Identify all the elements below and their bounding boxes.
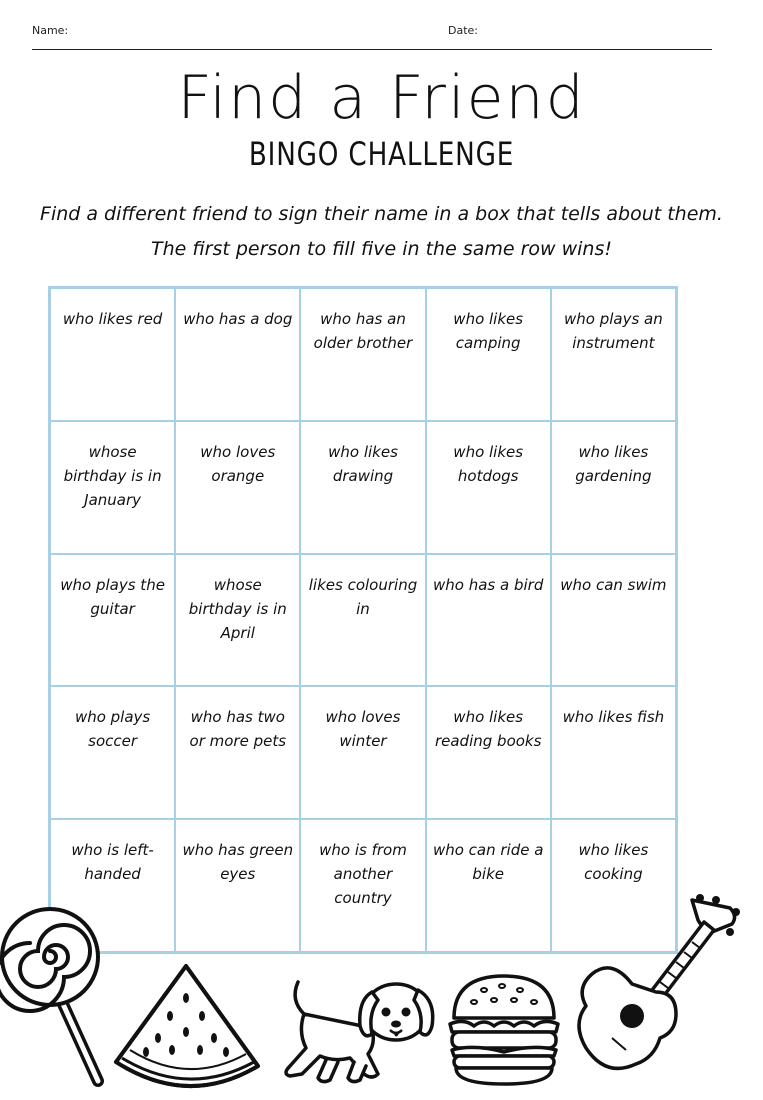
bingo-cell[interactable]: who is from another country	[300, 819, 425, 952]
bingo-cell[interactable]: who likes camping	[426, 288, 551, 421]
page-title: Find a Friend	[177, 63, 586, 133]
bingo-cell[interactable]: who has a bird	[426, 554, 551, 687]
bingo-cell[interactable]: who plays soccer	[50, 686, 175, 819]
bingo-cell[interactable]: whose birthday is in January	[50, 421, 175, 554]
guitar-icon	[572, 888, 742, 1088]
bingo-cell[interactable]: who has green eyes	[175, 819, 300, 952]
bingo-cell[interactable]: whose birthday is in April	[175, 554, 300, 687]
bingo-cell[interactable]: who likes fish	[551, 686, 676, 819]
bingo-cell[interactable]: likes colouring in	[300, 554, 425, 687]
header-rule	[32, 49, 712, 50]
bingo-cell[interactable]: who likes drawing	[300, 421, 425, 554]
bingo-cell[interactable]: who is left-handed	[50, 819, 175, 952]
instructions-line-1: Find a different friend to sign their name in a box that tells about them.	[40, 203, 723, 225]
bingo-cell[interactable]: who likes reading books	[426, 686, 551, 819]
bingo-cell[interactable]: who likes cooking	[551, 819, 676, 952]
bingo-cell[interactable]: who likes red	[50, 288, 175, 421]
page-subtitle: BINGO CHALLENGE	[248, 135, 515, 173]
bingo-cell[interactable]: who has two or more pets	[175, 686, 300, 819]
bingo-cell[interactable]: who likes gardening	[551, 421, 676, 554]
puppy-icon	[268, 970, 438, 1088]
date-label: Date:	[448, 24, 478, 37]
bingo-cell[interactable]: who likes hotdogs	[426, 421, 551, 554]
bingo-grid	[48, 286, 678, 954]
bingo-cell[interactable]: who plays an instrument	[551, 288, 676, 421]
bingo-cell[interactable]: who plays the guitar	[50, 554, 175, 687]
bingo-cell[interactable]: who has an older brother	[300, 288, 425, 421]
lollipop-icon	[0, 905, 110, 1090]
bingo-cell[interactable]: who has a dog	[175, 288, 300, 421]
bingo-cell[interactable]: who can swim	[551, 554, 676, 687]
name-label: Name:	[32, 24, 69, 37]
instructions-line-2: The first person to fill five in the same row wins!	[150, 238, 612, 260]
bingo-cell[interactable]: who can ride a bike	[426, 819, 551, 952]
bingo-cell[interactable]: who loves orange	[175, 421, 300, 554]
watermelon-slice-icon	[108, 958, 266, 1096]
bingo-cell[interactable]: who loves winter	[300, 686, 425, 819]
hamburger-icon	[444, 972, 564, 1088]
